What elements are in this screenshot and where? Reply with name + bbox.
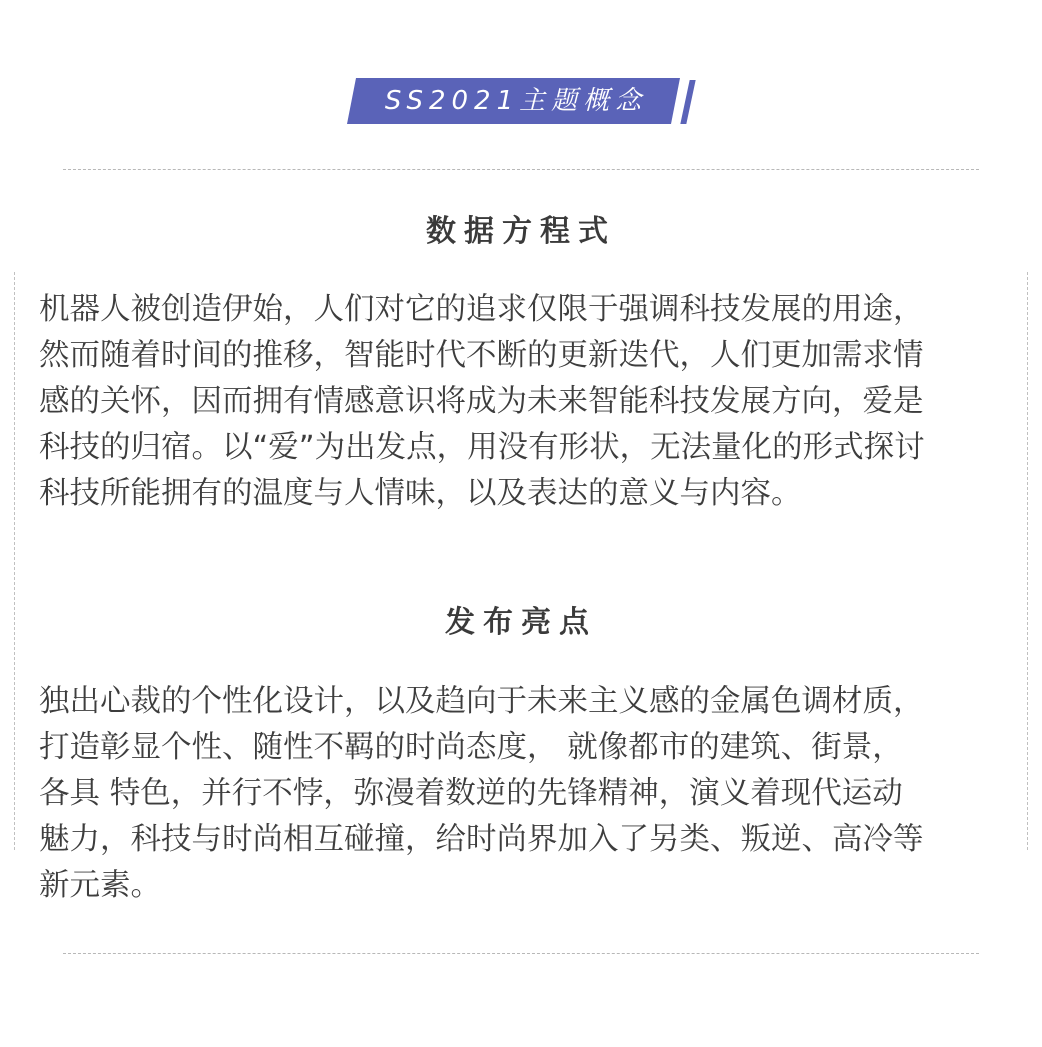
paragraph-line: 然而随着时间的推移，智能时代不断的更新迭代，人们更加需求情	[39, 338, 924, 373]
paragraph-line: 新元素。	[39, 868, 161, 903]
right-border-line	[1027, 272, 1028, 850]
section-paragraph-release-highlights	[39, 679, 1014, 909]
banner-stripe-decoration	[680, 80, 695, 124]
paragraph-line: 打造彰显个性、随性不羁的时尚态度， 就像都市的建筑、街景，	[39, 730, 903, 765]
paragraph-line: 科技所能拥有的温度与人情味，以及表达的意义与内容。	[39, 476, 802, 511]
top-divider	[63, 169, 979, 170]
left-border-line	[14, 272, 15, 850]
banner-title: SS2021主题概念	[384, 86, 648, 116]
section-paragraph-data-equation	[39, 287, 1014, 517]
paragraph-line: 各具 特色，并行不悖，弥漫着数逆的先锋精神，演义着现代运动	[39, 776, 903, 811]
title-banner	[347, 78, 695, 126]
paragraph-line: 独出心裁的个性化设计，以及趋向于未来主义感的金属色调材质，	[39, 684, 924, 719]
paragraph-line: 魅力，科技与时尚相互碰撞，给时尚界加入了另类、叛逆、高冷等	[39, 822, 924, 857]
section-heading-release-highlights: 发布亮点	[445, 605, 597, 640]
paragraph-line: 科技的归宿。以“爱”为出发点，用没有形状，无法量化的形式探讨	[39, 430, 925, 465]
paragraph-line: 机器人被创造伊始，人们对它的追求仅限于强调科技发展的用途，	[39, 292, 924, 327]
section-heading-data-equation: 数据方程式	[426, 214, 616, 249]
paragraph-line: 感的关怀，因而拥有情感意识将成为未来智能科技发展方向，爱是	[39, 384, 924, 419]
bottom-divider	[63, 953, 979, 954]
